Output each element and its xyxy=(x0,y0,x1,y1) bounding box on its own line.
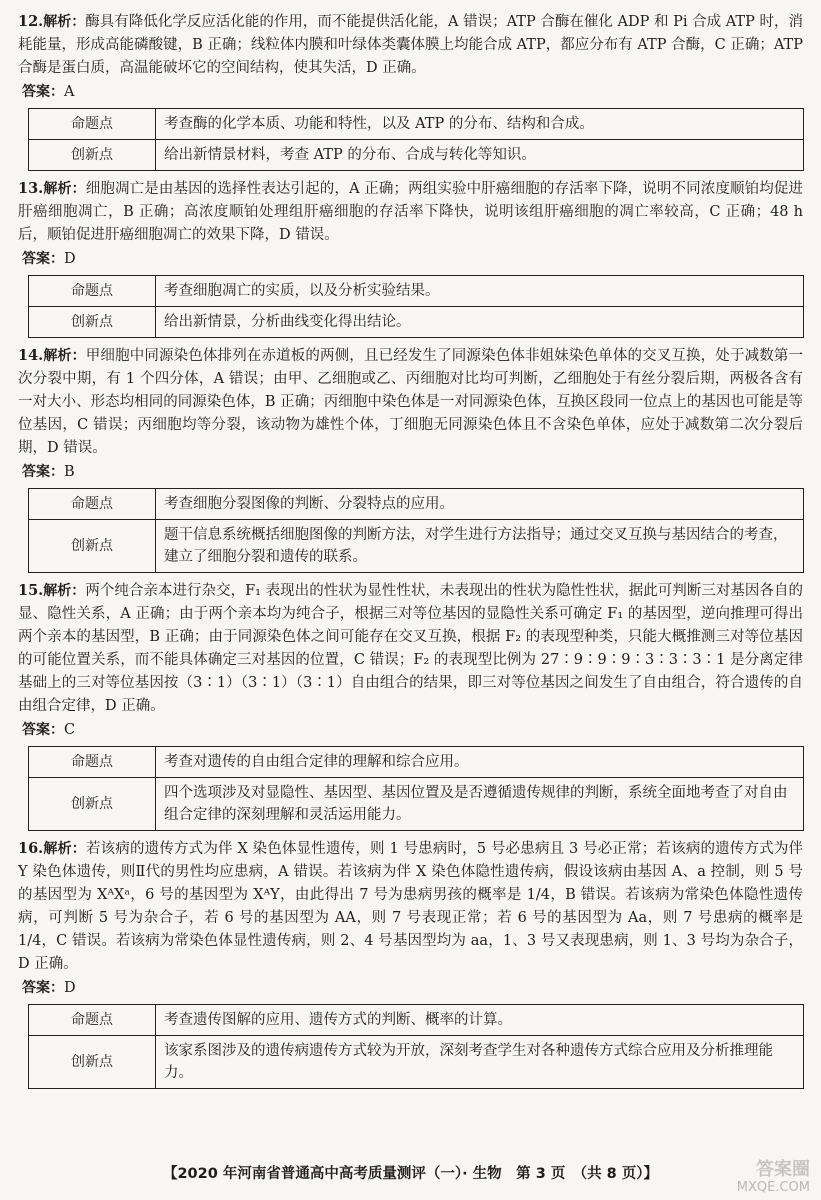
explanation-text: 酶具有降低化学反应活化能的作用，而不能提供活化能，A 错误；ATP 合酶在催化 ADP 和 Pi 合成 ATP 时，消耗能量，形成高能磷酸键，B 正确；线粒体内膜和叶绿体类囊体膜上均能合成 ATP，都应分布有 ATP 合酶，C 正确；ATP 合酶是蛋白质，高温能破坏它的空间结构，使其失活，D 正确。 xyxy=(18,14,803,76)
question-number: 12. xyxy=(18,13,44,30)
answer-value: C xyxy=(64,722,76,738)
explanation-paragraph xyxy=(18,177,803,247)
table-value-cell: 该家系图涉及的遗传病遗传方式较为开放，深刻考查学生对各种遗传方式综合应用及分析推理能力。 xyxy=(156,1036,804,1089)
analysis-table xyxy=(28,488,804,573)
table-value-cell: 考查遗传图解的应用、遗传方式的判断、概率的计算。 xyxy=(156,1005,804,1036)
answer-value: D xyxy=(64,980,76,996)
watermark-title: 答案圈 xyxy=(756,1159,810,1180)
page-footer: 【2020 年河南省普通高中高考质量测评（一）· 生物 第 3 页 （共 8 页）】 xyxy=(162,1166,659,1182)
answer-value: B xyxy=(64,464,75,480)
table-key-cell: 创新点 xyxy=(29,307,156,338)
table-row xyxy=(29,489,804,520)
table-row xyxy=(29,1036,804,1089)
answer-value: A xyxy=(64,84,75,100)
table-value-cell: 考查细胞凋亡的实质，以及分析实验结果。 xyxy=(156,276,804,307)
explanation-label: 解析： xyxy=(43,583,86,599)
question-block xyxy=(18,579,803,831)
watermark-logo xyxy=(690,1160,810,1196)
question-block xyxy=(18,344,803,573)
table-value-cell: 考查细胞分裂图像的判断、分裂特点的应用。 xyxy=(156,489,804,520)
table-value-cell: 题干信息系统概括细胞图像的判断方法，对学生进行方法指导；通过交叉互换与基因结合的考查，建立了细胞分裂和遗传的联系。 xyxy=(156,520,804,573)
table-row xyxy=(29,520,804,573)
table-value-cell: 给出新情景，分析曲线变化得出结论。 xyxy=(156,307,804,338)
question-number: 14. xyxy=(18,347,44,364)
table-row xyxy=(29,276,804,307)
answer-label: 答案： xyxy=(22,84,64,100)
explanation-paragraph xyxy=(18,344,803,460)
explanation-text: 两个纯合亲本进行杂交，F₁ 表现出的性状为显性性状，未表现出的性状为隐性性状，据此可判断三对基因各自的显、隐性关系，A 正确；由于两个亲本均为纯合子，根据三对等位基因的显隐性关系可确定 F₁ 的基因型，逆向推理可得出两个亲本的基因型，B 正确；由于同源染色体之间可能存在交叉互换，根据 F₂ 的表现型种类，只能大概推测三对等位基因的可能位置关系，而不能具体确定三对基因的位置，C 错误；F₂ 的表现型比例为 27∶9∶9∶9∶3∶3∶3∶1 是分离定律基础上的三对等位基因按（3∶1）（3∶1）（3∶1）自由组合的结果，即三对等位基因之间发生了自由组合，符合遗传的自由组合定律，D 正确。 xyxy=(18,583,804,714)
answer-label: 答案： xyxy=(22,464,64,480)
analysis-table xyxy=(28,1004,804,1089)
explanation-paragraph xyxy=(18,10,803,80)
answer-line xyxy=(22,976,803,1000)
table-key-cell: 创新点 xyxy=(29,1036,156,1089)
explanation-text: 甲细胞中同源染色体排列在赤道板的两侧，且已经发生了同源染色体非姐妹染色单体的交叉互换，处于减数第一次分裂中期，有 1 个四分体，A 错误；由甲、乙细胞或乙、丙细胞对比均可判断，乙细胞处于有丝分裂后期，两极各含有一对大小、形态均相同的同源染色体，B 正确；丙细胞中染色体是一对同源染色体，互换区段同一位点上的基因也可能是等位基因，C 错误；丙细胞均等分裂，该动物为雄性个体，丁细胞无同源染色体且不含染色单体，应处于减数第二次分裂后期，D 错误。 xyxy=(18,348,803,456)
table-key-cell: 命题点 xyxy=(29,276,156,307)
explanation-label: 解析： xyxy=(43,181,86,197)
table-value-cell: 四个选项涉及对显隐性、基因型、基因位置及是否遵循遗传规律的判断，系统全面地考查了对自由组合定律的深刻理解和灵活运用能力。 xyxy=(156,778,804,831)
explanation-paragraph xyxy=(18,579,803,718)
explanation-paragraph xyxy=(18,837,803,976)
table-key-cell: 命题点 xyxy=(29,109,156,140)
table-key-cell: 创新点 xyxy=(29,778,156,831)
answer-line xyxy=(22,247,803,271)
answer-line xyxy=(22,80,803,104)
answer-label: 答案： xyxy=(22,251,64,267)
question-block xyxy=(18,10,803,171)
table-value-cell: 考查对遗传的自由组合定律的理解和综合应用。 xyxy=(156,747,804,778)
table-row xyxy=(29,1005,804,1036)
explanation-text: 若该病的遗传方式为伴 X 染色体显性遗传，则 1 号患病时，5 号必患病且 3 号必正常；若该病的遗传方式为伴 Y 染色体遗传，则Ⅱ代的男性均应患病，A 错误。若该病为伴 X 染色体隐性遗传病，假设该病由基因 A、a 控制，则 5 号的基因型为 XᴬXᵃ，6 号的基因型为 XᴬY，由此得出 7 号为患病男孩的概率是 1/4，B 错误。若该病为常染色体隐性遗传病，可判断 5 号为杂合子，若 6 号的基因型为 AA，则 7 号表现正常；若 6 号的基因型为 Aa，则 7 号患病的概率是 1/4，C 错误。若该病为常染色体显性遗传病，则 2、4 号基因型均为 aa，1、3 号又表现患病，则 1、3 号均为杂合子，D 正确。 xyxy=(18,841,804,972)
table-row xyxy=(29,307,804,338)
table-row xyxy=(29,140,804,171)
explanation-label: 解析： xyxy=(43,841,86,857)
table-row xyxy=(29,778,804,831)
explanation-label: 解析： xyxy=(43,14,86,30)
watermark-url: MXQE.COM xyxy=(736,1180,810,1195)
question-number: 13. xyxy=(18,180,44,197)
table-row xyxy=(29,109,804,140)
table-key-cell: 命题点 xyxy=(29,1005,156,1036)
table-key-cell: 命题点 xyxy=(29,489,156,520)
question-block xyxy=(18,177,803,338)
table-row xyxy=(29,747,804,778)
table-key-cell: 创新点 xyxy=(29,520,156,573)
page-content xyxy=(18,10,803,1095)
answer-label: 答案： xyxy=(22,980,64,996)
question-block xyxy=(18,837,803,1089)
table-value-cell: 给出新情景材料，考查 ATP 的分布、合成与转化等知识。 xyxy=(156,140,804,171)
question-number: 16. xyxy=(18,840,44,857)
analysis-table xyxy=(28,108,804,171)
answer-line xyxy=(22,718,803,742)
explanation-text: 细胞凋亡是由基因的选择性表达引起的，A 正确；两组实验中肝癌细胞的存活率下降，说明不同浓度顺铂均促进肝癌细胞凋亡，B 正确；高浓度顺铂处理组肝癌细胞的存活率下降快，说明该组肝癌细胞的凋亡率较高，C 正确；48 h 后，顺铂促进肝癌细胞凋亡的效果下降，D 错误。 xyxy=(18,181,803,243)
question-number: 15. xyxy=(18,582,44,599)
answer-line xyxy=(22,460,803,484)
analysis-table xyxy=(28,275,804,338)
explanation-label: 解析： xyxy=(43,348,86,364)
table-key-cell: 命题点 xyxy=(29,747,156,778)
table-value-cell: 考查酶的化学本质、功能和特性，以及 ATP 的分布、结构和合成。 xyxy=(156,109,804,140)
analysis-table xyxy=(28,746,804,831)
answer-label: 答案： xyxy=(22,722,64,738)
table-key-cell: 创新点 xyxy=(29,140,156,171)
answer-value: D xyxy=(64,251,76,267)
